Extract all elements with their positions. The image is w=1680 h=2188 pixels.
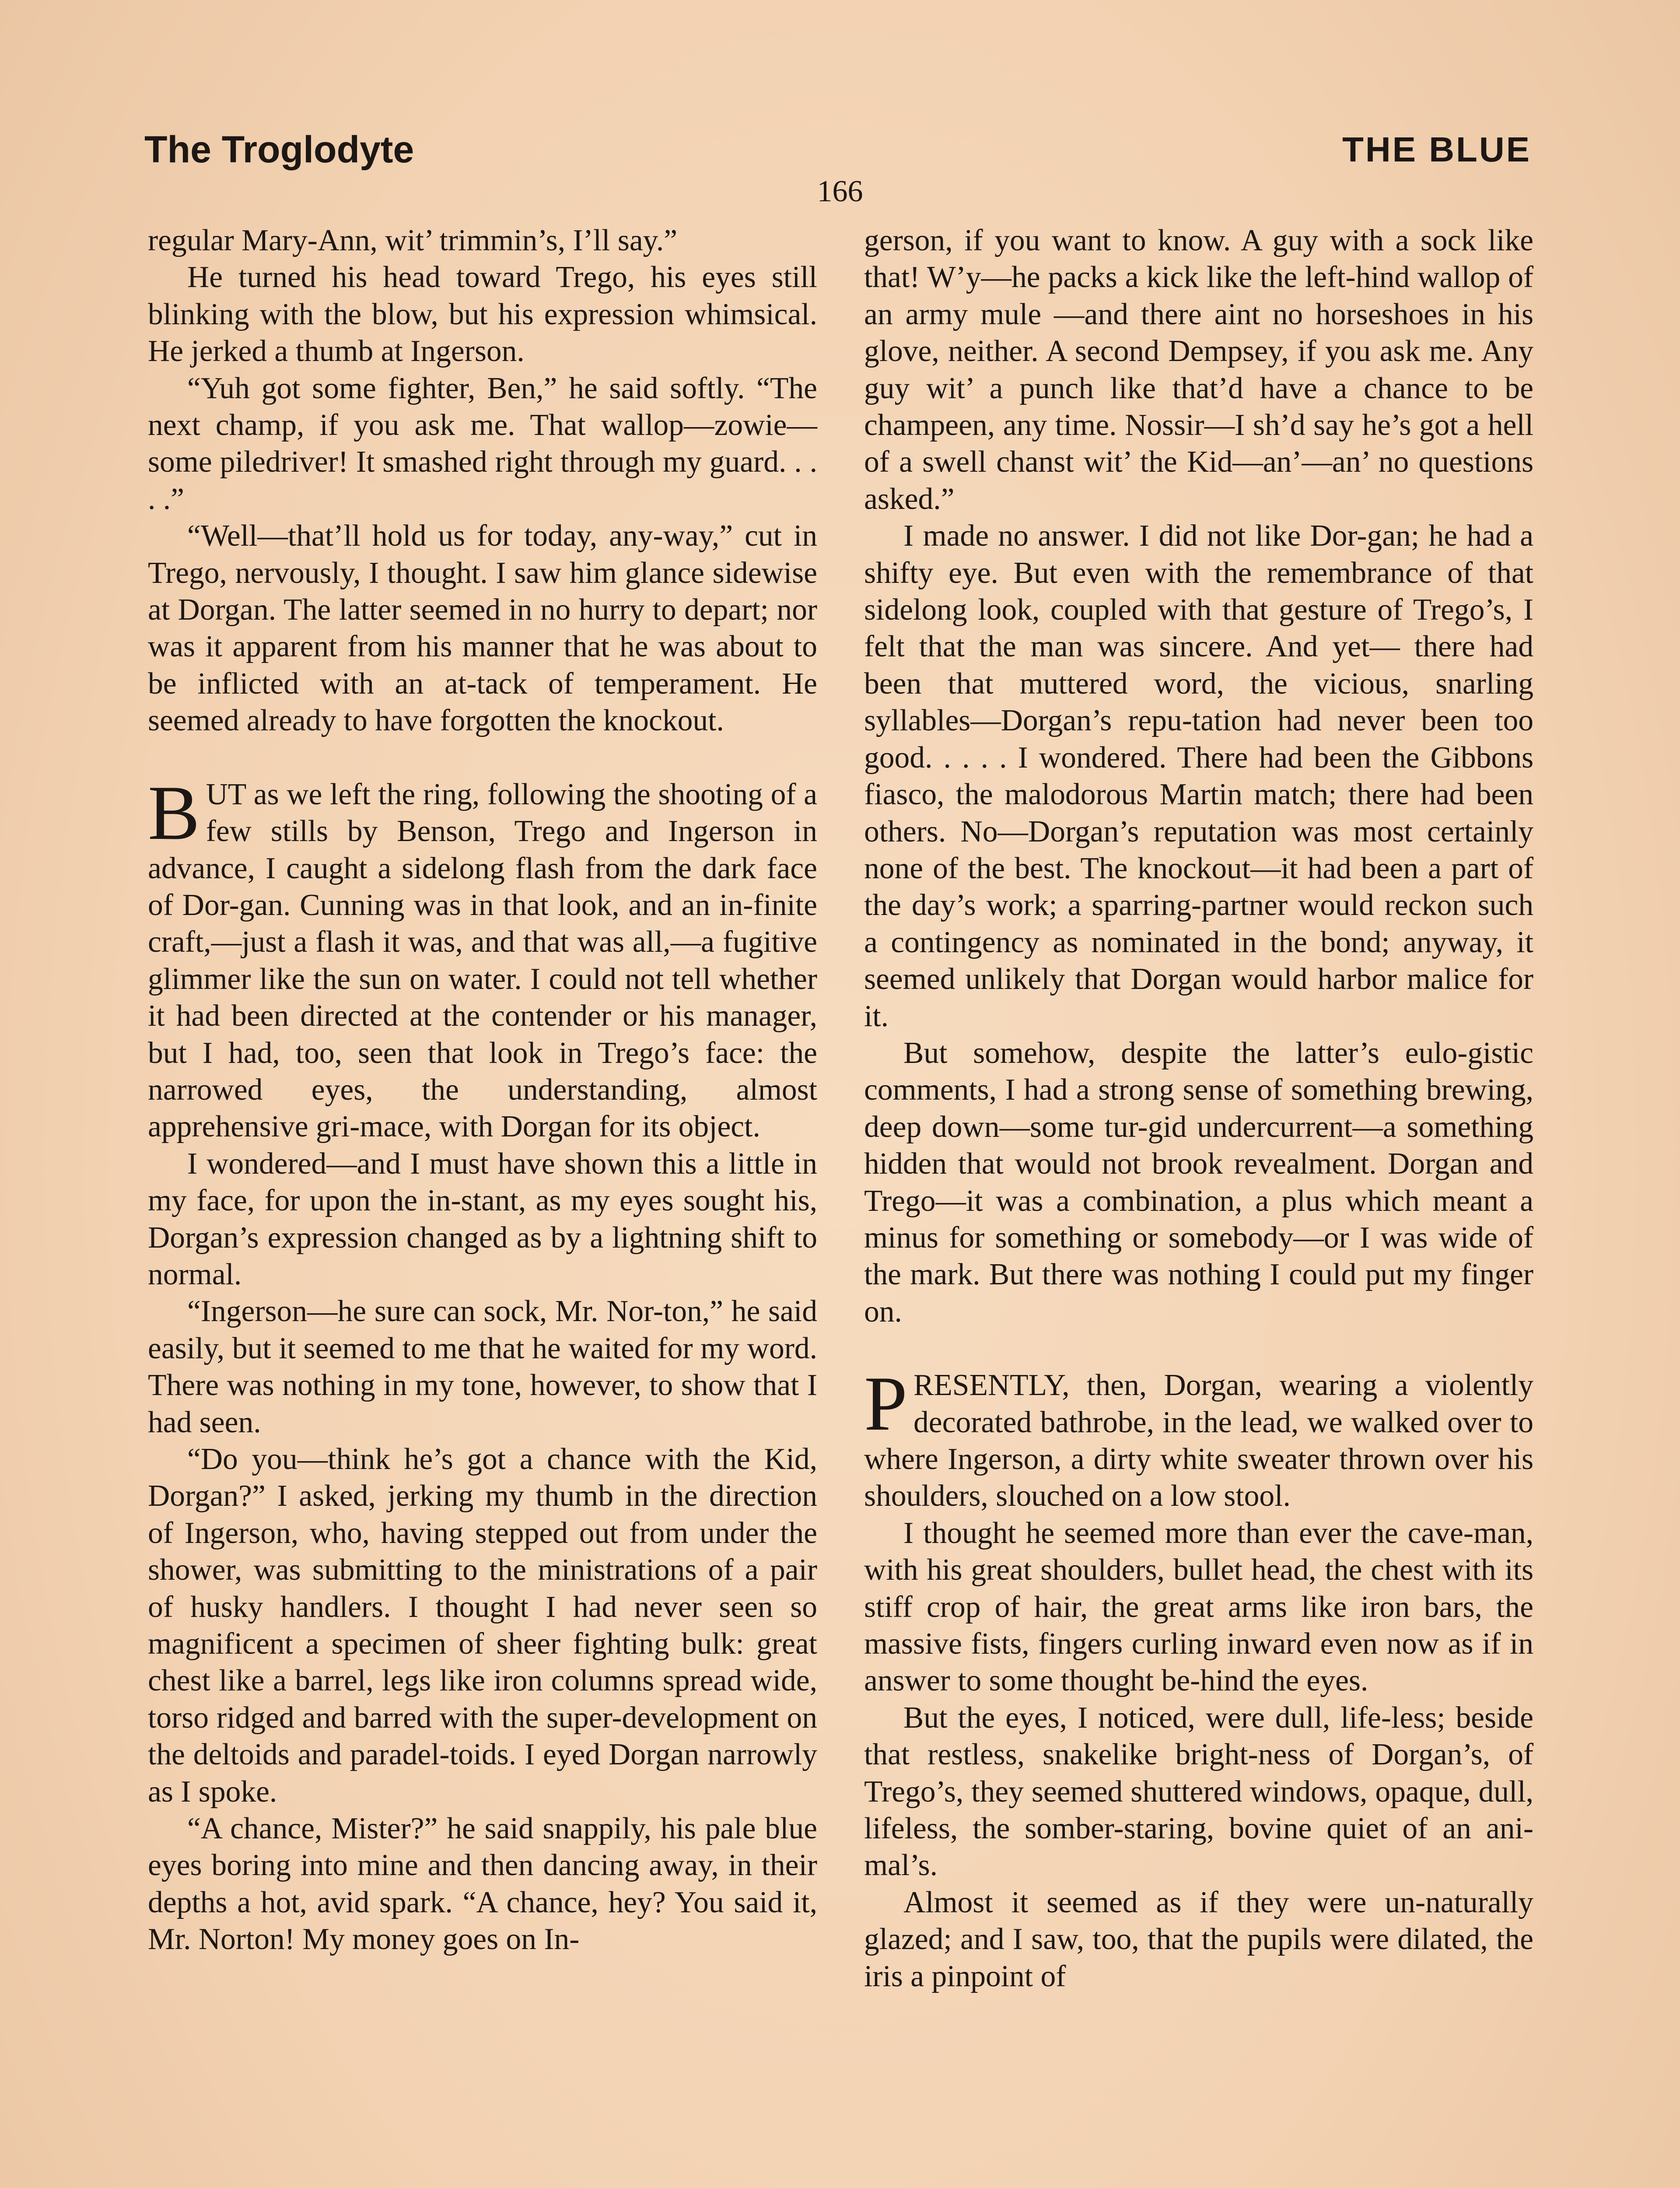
paragraph: “A chance, Mister?” he said snappily, his pale blue eyes boring into mine and then dancing away, in their depths a hot, avid spark. “A chance, hey? You said it, Mr. Norton! My money goes on In- [148, 1812, 817, 1957]
paragraph: regular Mary-Ann, wit’ trimmin’s, I’ll say.” [148, 224, 678, 257]
paragraph: I thought he seemed more than ever the cave-man, with his great shoulders, bullet head, the chest with its stiff crop of hair, the great arms like iron bars, the massive fists, fingers curling inward even now as if in answer to some thought be-hind the eyes. [864, 1516, 1533, 1698]
paragraph: I wondered—and I must have shown this a little in my face, for upon the in-stant, as my eyes sought his, Dorgan’s expression changed as by a lightning shift to normal. [148, 1147, 817, 1291]
paragraph: But somehow, despite the latter’s eulo-gistic comments, I had a strong sense of something brewing, deep down—some tur-gid undercurrent—a something hidden that would not brook revealment. Dorgan and Trego—it was a combination, a plus which meant a minus for something or somebody—or I was wide of the mark. But there was nothing I could put my finger on. [864, 1036, 1533, 1329]
paragraph: “Yuh got some fighter, Ben,” he said softly. “The next champ, if you ask me. That wallop—zowie—some piledriver! It smashed right through my guard. . . . .” [148, 371, 817, 516]
paragraph: I made no answer. I did not like Dor-gan; he had a shifty eye. But even with the remembrance of that sidelong look, coupled with that gesture of Trego’s, I felt that the man was sincere. And yet— there had been that muttered word, the vicious, snarling syllables—Dorgan’s repu-tation had never been too good. . . . . I wondered. There had been the Gibbons fiasco, the malodorous Martin match; there had been others. No—Dorgan’s reputation was most certainly none of the best. The knockout—it had been a part of the day’s work; a sparring-partner would reckon such a contingency as nominated in the bond; anyway, it seemed unlikely that Dorgan would harbor malice for it. [864, 519, 1533, 1033]
paragraph: gerson, if you want to know. A guy with a sock like that! W’y—he packs a kick like the left-hind wallop of an army mule —and there aint no horseshoes in his glove, neither. A second Dempsey, if you ask me. Any guy wit’ a punch like that’d have a chance to be champeen, any time. Nossir—I sh’d say he’s got a hell of a swell chanst wit’ the Kid—an’—an’ no questions asked.” [864, 224, 1533, 516]
paragraph: Almost it seemed as if they were un-naturally glazed; and I saw, too, that the pupils were dilated, the iris a pinpoint of [864, 1885, 1533, 1993]
paragraph: But the eyes, I noticed, were dull, life-less; beside that restless, snakelike bright-ness of Dorgan’s, of Trego’s, they seemed shuttered windows, opaque, dull, lifeless, the somber-staring, bovine quiet of an ani-mal’s. [864, 1701, 1533, 1883]
drop-cap: B [148, 769, 200, 856]
paragraph: “Do you—think he’s got a chance with the Kid, Dorgan?” I asked, jerking my thumb in the direction of Ingerson, who, having stepped out from under the shower, was submitting to the ministrations of a pair of husky handlers. I thought I had never seen so magnificent a specimen of sheer fighting bulk: great chest like a barrel, legs like iron columns spread wide, torso ridged and barred with the super-development on the deltoids and paradel-toids. I eyed Dorgan narrowly as I spoke. [148, 1442, 817, 1809]
text-column-left [148, 222, 817, 1958]
running-title-left: The Troglodyte [144, 129, 414, 171]
paragraph: He turned his head toward Trego, his eyes still blinking with the blow, but his expression whimsical. He jerked a thumb at Ingerson. [148, 260, 817, 368]
paragraph: “Ingerson—he sure can sock, Mr. Nor-ton,” he said easily, but it seemed to me that he waited for my word. There was nothing in my tone, however, to show that I had seen. [148, 1294, 817, 1439]
page-number: 166 [817, 175, 863, 208]
paragraph: “Well—that’ll hold us for today, any-way,” cut in Trego, nervously, I thought. I saw him glance sidewise at Dorgan. The latter seemed in no hurry to depart; nor was it apparent from his manner that he was about to be inflicted with an at-tack of temperament. He seemed already to have forgotten the knockout. [148, 519, 817, 738]
section-paragraph: BUT as we left the ring, following the shooting of a few stills by Benson, Trego and Ingerson in advance, I caught a sidelong flash from the dark face of Dor-gan. Cunning was in that look, and an in-finite craft,—just a flash it was, and that was all,—a fugitive glimmer like the sun on water. I could not tell whether it had been directed at the contender or his manager, but I had, too, seen that look in Trego’s face: the narrowed eyes, the understanding, almost apprehensive gri-mace, with Dorgan for its object. [148, 769, 817, 1144]
section-paragraph: PRESENTLY, then, Dorgan, wearing a violently decorated bathrobe, in the lead, we walked over to where Ingerson, a dirty white sweater thrown over his shoulders, slouched on a low stool. [864, 1360, 1533, 1513]
drop-cap: P [864, 1360, 907, 1447]
running-title-right: THE BLUE [1342, 130, 1531, 169]
text-column-right [864, 222, 1533, 1995]
